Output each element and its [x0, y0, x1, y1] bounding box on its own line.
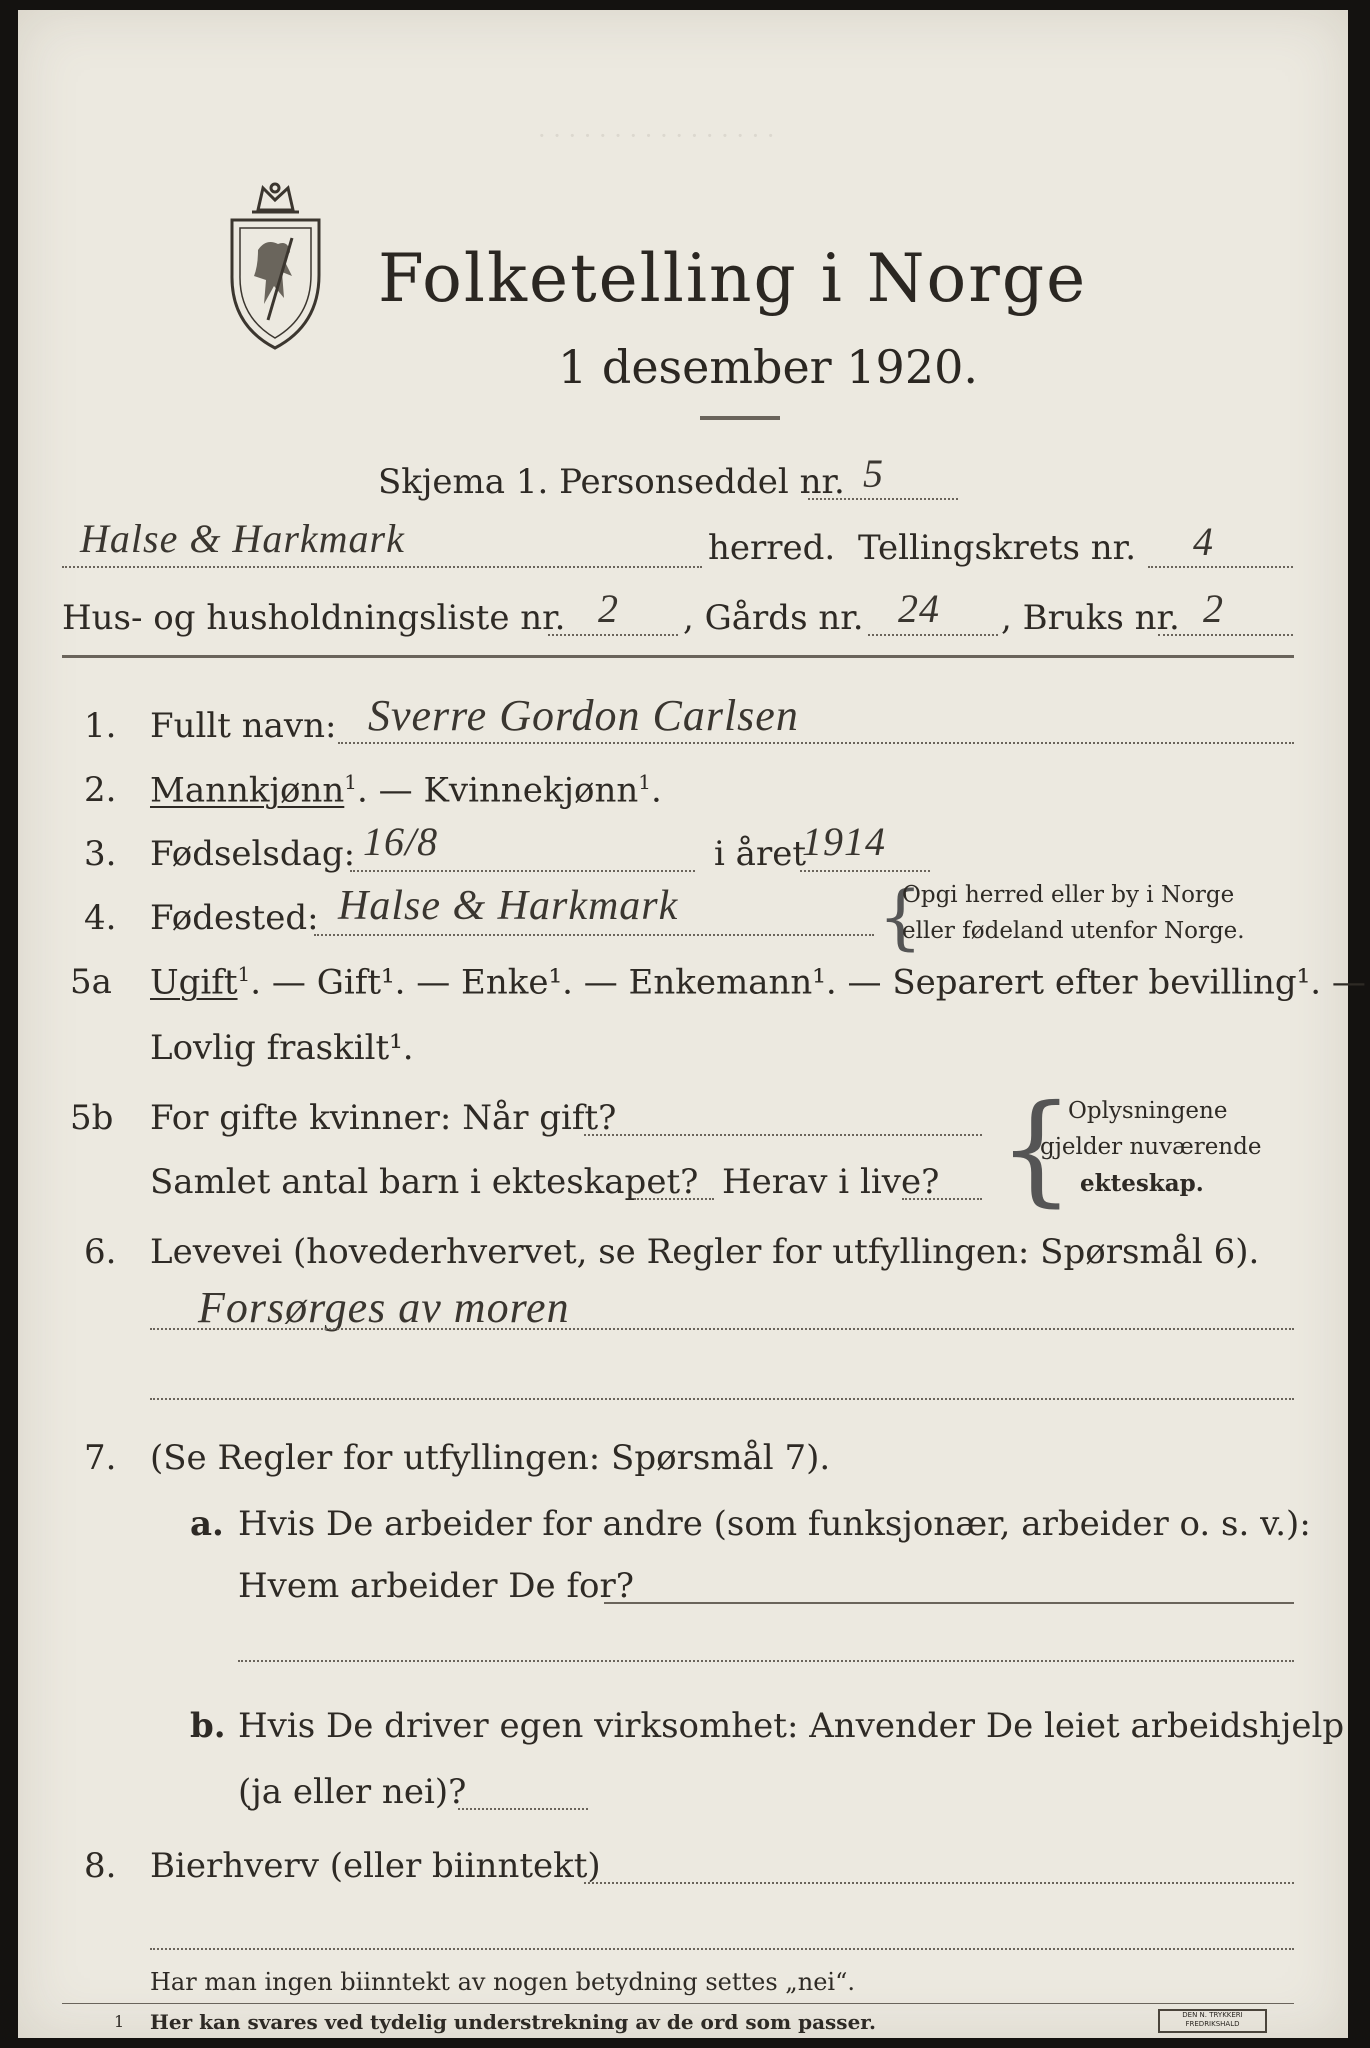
- bruks-line: [1158, 634, 1293, 636]
- q5b-alive-label: Herav i live?: [722, 1162, 940, 1202]
- year-label: i året: [714, 834, 806, 874]
- q5b-note-line3: ekteskap.: [1080, 1170, 1204, 1197]
- male-option[interactable]: Mannkjønn: [150, 770, 345, 811]
- personseddel-line: [808, 498, 958, 500]
- q2-sex-options: Mannkjønn$^1$. — Kvinnekjønn$^1$.: [150, 770, 662, 811]
- q7a-employer-label: Hvem arbeider De for?: [238, 1566, 634, 1606]
- q5b-note-line1: Oplysningene: [1068, 1098, 1228, 1124]
- q7a-label: Hvis De arbeider for andre (som funksjonær, arbeider o. s. v.):: [238, 1504, 1311, 1544]
- census-date: 1 desember 1920.: [558, 340, 978, 394]
- hired-help-line: [458, 1808, 588, 1810]
- q4-label: Fødested:: [150, 898, 319, 938]
- printer-stamp: DEN N. TRYKKERI FREDRIKSHALD: [1158, 2009, 1267, 2033]
- q5a-marital-options: Ugift$^1$. — Gift¹. — Enke¹. — Enkemann¹. — Separert efter bevilling¹. —: [150, 962, 1366, 1003]
- footnote-number: 1: [114, 2012, 125, 2031]
- q7a-letter: a.: [190, 1504, 224, 1544]
- birthplace-line: [314, 934, 874, 936]
- occupation-line: [150, 1328, 1294, 1330]
- side-income-line: [584, 1882, 1294, 1884]
- q7b-yes-no-label: (ja eller nei)?: [238, 1772, 467, 1812]
- no-income-note: Har man ingen biinntekt av nogen betydning settes „nei“.: [150, 1968, 855, 1996]
- q8-number: 8.: [84, 1846, 117, 1886]
- schema-label: Skjema 1. Personseddel nr.: [378, 462, 845, 502]
- side-income-line-2: [150, 1948, 1294, 1950]
- birthday-value[interactable]: 16/8: [363, 819, 439, 864]
- q3-number: 3.: [84, 834, 117, 874]
- q7-number: 7.: [84, 1438, 117, 1478]
- q5b-number: 5b: [70, 1098, 114, 1138]
- husliste-line: [548, 634, 678, 636]
- q5b-note-line2: gjelder nuværende: [1040, 1134, 1262, 1160]
- q4-note-line2: eller fødeland utenfor Norge.: [902, 918, 1245, 944]
- bruks-value[interactable]: 2: [1203, 586, 1224, 631]
- herred-value[interactable]: Halse & Harkmark: [80, 516, 405, 561]
- birth-year-value[interactable]: 1914: [802, 819, 886, 864]
- herred-label: herred.: [708, 528, 836, 568]
- herred-line: [62, 566, 702, 568]
- gards-label: , Gårds nr.: [683, 598, 864, 638]
- q8-label: Bierhverv (eller biinntekt): [150, 1846, 601, 1886]
- footer-divider: [62, 2003, 1294, 2004]
- birthday-line: [350, 870, 695, 872]
- tellingskrets-label: Tellingskrets nr.: [858, 528, 1137, 568]
- q7b-label: Hvis De driver egen virksomhet: Anvender De leiet arbeidshjelp: [238, 1706, 1345, 1746]
- occupation-value[interactable]: Forsørges av moren: [198, 1283, 570, 1332]
- unmarried-option[interactable]: Ugift: [150, 962, 238, 1003]
- q7b-letter: b.: [190, 1706, 226, 1746]
- norway-coat-of-arms-icon: [218, 180, 333, 355]
- q5b-brace: {: [998, 1080, 1075, 1219]
- tellingskrets-line: [1148, 566, 1293, 568]
- birthplace-value[interactable]: Halse & Harkmark: [338, 883, 679, 929]
- bleed-through-text: · · · · · · · · · · · · · · · ·: [538, 122, 775, 150]
- full-name-value[interactable]: Sverre Gordon Carlsen: [368, 691, 799, 740]
- q2-number: 2.: [84, 770, 117, 810]
- bruks-label: , Bruks nr.: [1001, 598, 1180, 638]
- title-divider: [700, 416, 780, 420]
- occupation-line-2: [150, 1398, 1294, 1400]
- q1-number: 1.: [84, 706, 117, 746]
- q6-label: Levevei (hovederhvervet, se Regler for utfyllingen: Spørsmål 6).: [150, 1232, 1260, 1272]
- q5a-divorced-option[interactable]: Lovlig fraskilt¹.: [150, 1028, 414, 1068]
- female-option[interactable]: Kvinnekjønn: [423, 770, 639, 811]
- q7-label: (Se Regler for utfyllingen: Spørsmål 7).: [150, 1438, 831, 1478]
- q5b-children-label: Samlet antal barn i ekteskapet?: [150, 1162, 699, 1202]
- husliste-value[interactable]: 2: [598, 586, 619, 631]
- q1-label: Fullt navn:: [150, 706, 337, 746]
- q1-line: [338, 742, 1294, 744]
- q4-note-line1: Opgi herred eller by i Norge: [902, 882, 1235, 908]
- alive-line: [902, 1198, 982, 1200]
- q6-number: 6.: [84, 1232, 117, 1272]
- employer-line-2: [238, 1660, 1294, 1662]
- married-when-line: [584, 1134, 982, 1136]
- footnote-text: Her kan svares ved tydelig understrekning av de ord som passer.: [150, 2010, 876, 2034]
- personseddel-number[interactable]: 5: [863, 451, 884, 496]
- children-line: [634, 1198, 714, 1200]
- employer-line: [604, 1602, 1294, 1604]
- q4-brace: {: [878, 876, 923, 958]
- q4-number: 4.: [84, 898, 117, 938]
- q5a-number: 5a: [70, 962, 112, 1002]
- header-divider: [62, 655, 1294, 658]
- q3-label: Fødselsdag:: [150, 834, 356, 874]
- year-line: [800, 870, 930, 872]
- gards-line: [868, 634, 998, 636]
- tellingskrets-value[interactable]: 4: [1193, 519, 1214, 564]
- gards-value[interactable]: 24: [898, 586, 940, 631]
- q5b-married-when-label: For gifte kvinner: Når gift?: [150, 1098, 617, 1138]
- husliste-label: Hus- og husholdningsliste nr.: [62, 598, 566, 638]
- census-form-sheet: [18, 10, 1366, 2038]
- form-title: Folketelling i Norge: [378, 240, 1088, 317]
